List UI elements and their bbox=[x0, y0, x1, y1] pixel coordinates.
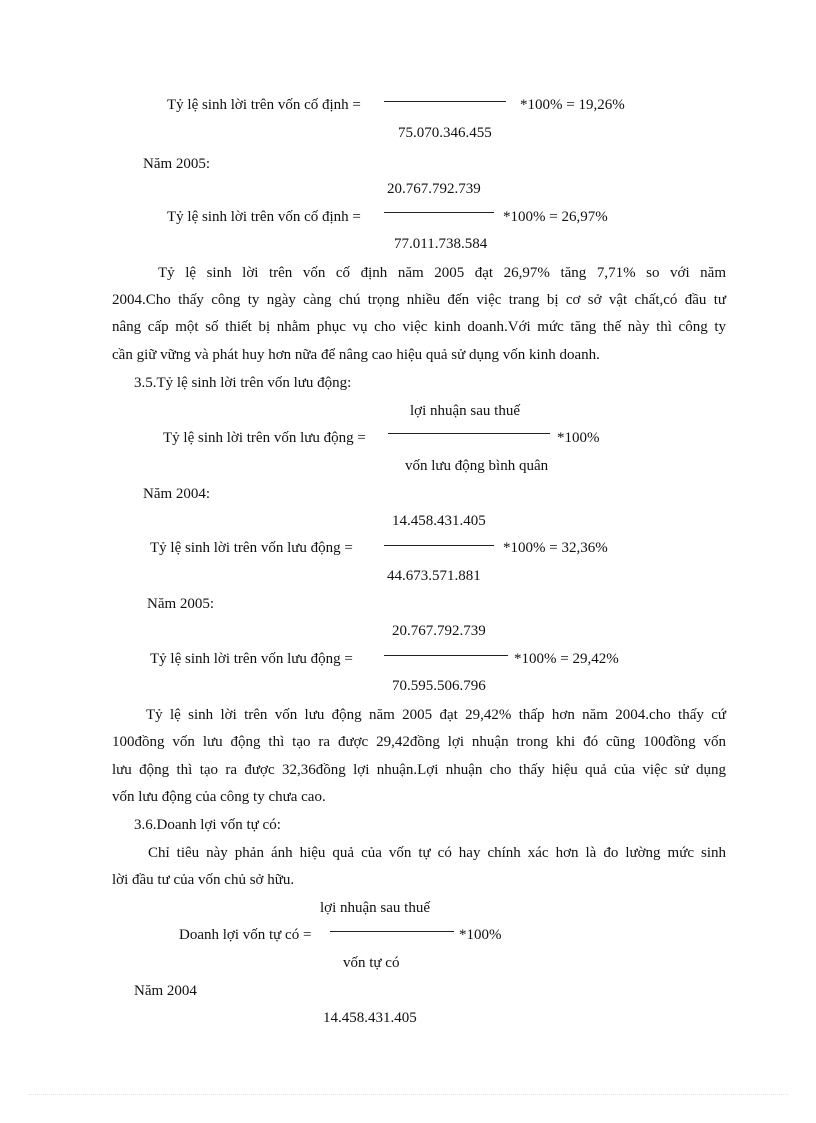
paragraph-line: lời đầu tư của vốn chủ sở hữu. bbox=[112, 872, 295, 888]
formula-numerator: 14.458.431.405 bbox=[392, 513, 486, 529]
formula-denominator: 44.673.571.881 bbox=[387, 568, 481, 584]
paragraph-line: cần giữ vững và phát huy hơn nữa để nâng cao hiệu quả sử dụng vốn kinh doanh. bbox=[112, 347, 600, 363]
formula-label: Tỷ lệ sinh lời trên vốn cố định = bbox=[167, 209, 361, 225]
section-heading: 3.5.Tỷ lệ sinh lời trên vốn lưu động: bbox=[134, 375, 352, 391]
formula-result: *100% bbox=[459, 927, 502, 943]
fraction-bar bbox=[330, 931, 454, 932]
formula-label: Tỷ lệ sinh lời trên vốn lưu động = bbox=[163, 430, 366, 446]
formula-denominator: vốn lưu động bình quân bbox=[405, 458, 549, 474]
formula-numerator: 20.767.792.739 bbox=[392, 623, 486, 639]
formula-result: *100% = 32,36% bbox=[503, 540, 608, 556]
formula-label: Tỷ lệ sinh lời trên vốn lưu động = bbox=[150, 651, 353, 667]
formula-label: Tỷ lệ sinh lời trên vốn lưu động = bbox=[150, 540, 353, 556]
formula-denominator: vốn tự có bbox=[343, 955, 400, 971]
formula-result: *100% = 29,42% bbox=[514, 651, 619, 667]
formula-denominator: 70.595.506.796 bbox=[392, 678, 486, 694]
formula-denominator: 77.011.738.584 bbox=[394, 236, 488, 252]
fraction-bar bbox=[388, 433, 550, 434]
paragraph-line: vốn lưu động của công ty chưa cao. bbox=[112, 789, 326, 805]
paragraph-line: lưu động thì tạo ra được 32,36đồng lợi nhuận.Lợi nhuận cho thấy hiệu quả của việc sử dụng bbox=[112, 762, 726, 778]
year-heading: Năm 2004: bbox=[143, 486, 211, 502]
year-heading: Năm 2005: bbox=[143, 156, 211, 172]
section-heading: 3.6.Doanh lợi vốn tự có: bbox=[134, 817, 281, 833]
formula-label: Doanh lợi vốn tự có = bbox=[179, 927, 312, 943]
paragraph-line: Chỉ tiêu này phản ánh hiệu quả của vốn tự có hay chính xác hơn là đo lường mức sinh bbox=[148, 845, 726, 861]
formula-numerator: 14.458.431.405 bbox=[323, 1010, 417, 1026]
paragraph-line: 2004.Cho thấy công ty ngày càng chú trọng nhiều đến việc trang bị cơ sở vật chất,có đầu tư bbox=[112, 292, 726, 308]
fraction-bar bbox=[384, 655, 508, 656]
formula-denominator: 75.070.346.455 bbox=[398, 125, 492, 141]
page-divider bbox=[28, 1094, 788, 1095]
paragraph-line: nâng cấp một số thiết bị nhằm phục vụ cho việc kinh doanh.Với mức tăng thế này thì công ty bbox=[112, 319, 726, 335]
year-heading: Năm 2004 bbox=[134, 983, 197, 999]
fraction-bar bbox=[384, 212, 494, 213]
paragraph-line: Tỷ lệ sinh lời trên vốn lưu động năm 2005 đạt 29,42% thấp hơn năm 2004.cho thấy cứ bbox=[146, 707, 726, 723]
formula-numerator: lợi nhuận sau thuế bbox=[320, 900, 430, 916]
paragraph-line: 100đồng vốn lưu động thì tạo ra được 29,42đồng lợi nhuận trong khi đó cũng 100đồng vốn bbox=[112, 734, 726, 750]
formula-result: *100% = 26,97% bbox=[503, 209, 608, 225]
fraction-bar bbox=[384, 545, 494, 546]
formula-numerator: 20.767.792.739 bbox=[387, 181, 481, 197]
paragraph-line: Tỷ lệ sinh lời trên vốn cố định năm 2005 đạt 26,97% tăng 7,71% so với năm bbox=[158, 265, 726, 281]
year-heading: Năm 2005: bbox=[147, 596, 215, 612]
formula-result: *100% = 19,26% bbox=[520, 97, 625, 113]
formula-numerator: lợi nhuận sau thuế bbox=[410, 403, 520, 419]
formula-label: Tỷ lệ sinh lời trên vốn cố định = bbox=[167, 97, 361, 113]
fraction-bar bbox=[384, 101, 506, 102]
formula-result: *100% bbox=[557, 430, 600, 446]
